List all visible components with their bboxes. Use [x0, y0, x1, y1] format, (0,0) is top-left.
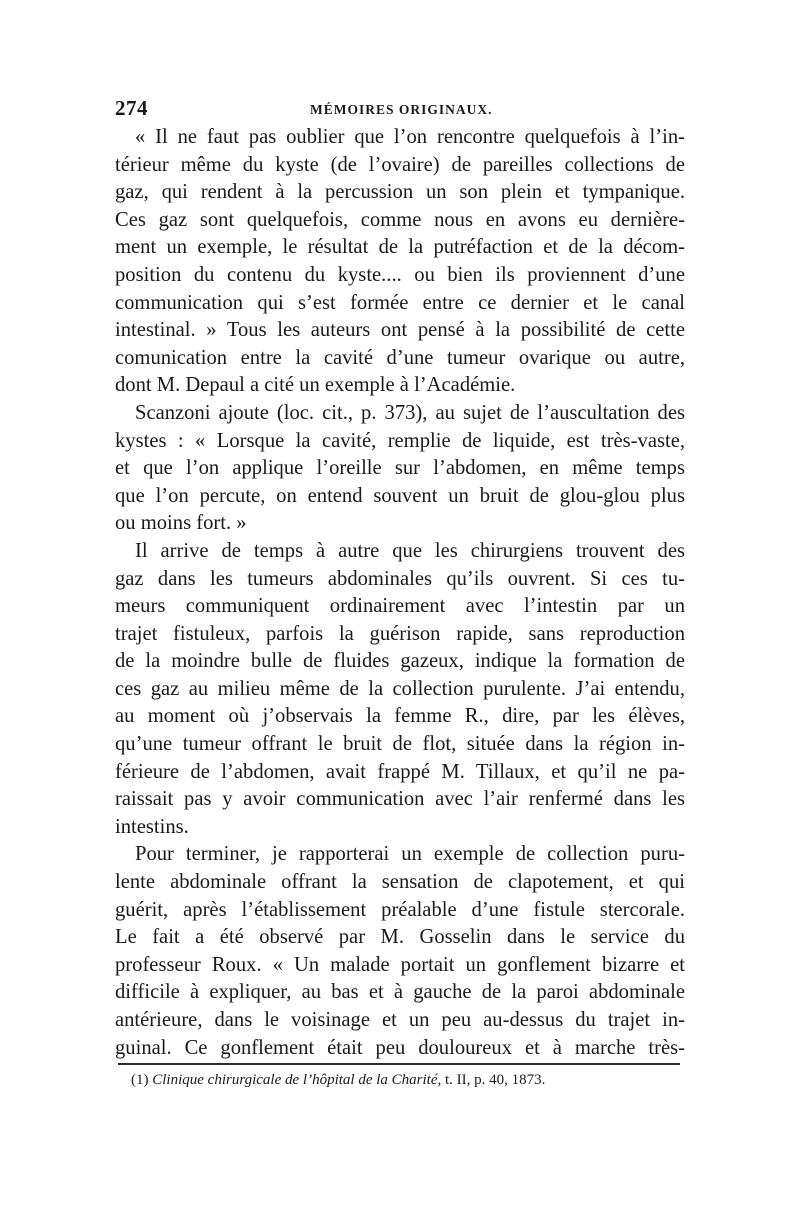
text-line: intestins.	[115, 815, 189, 838]
text-line: guinal. Ce gonflement était peu douloureux et à marche très-	[115, 1036, 685, 1059]
footnote	[131, 1072, 545, 1089]
text-line: ces gaz au milieu même de la collection purulente. J’ai entendu,	[115, 677, 685, 700]
text-line: gaz, qui rendent à la percussion un son plein et tympanique.	[115, 181, 685, 204]
text-line: lente abdominale offrant la sensation de clapotement, et qui	[115, 871, 685, 894]
running-head: MÉMOIRES ORIGINAUX.	[310, 102, 493, 117]
text-line: que l’on percute, on entend souvent un bruit de glou-glou plus	[115, 484, 685, 507]
text-line: professeur Roux. « Un malade portait un gonflement bizarre et	[115, 953, 685, 976]
text-line: gaz dans les tumeurs abdominales qu’ils ouvrent. Si ces tu-	[115, 567, 685, 590]
text-line: difficile à expliquer, au bas et à gauche de la paroi abdominale	[115, 981, 685, 1004]
text-line: et que l’on applique l’oreille sur l’abdomen, en même temps	[115, 457, 685, 480]
text-line: meurs communiquent ordinairement avec l’intestin par un	[115, 595, 685, 618]
text-line: antérieure, dans le voisinage et un peu au-dessus du trajet in-	[115, 1009, 685, 1031]
text-line: dont M. Depaul a cité un exemple à l’Académie.	[115, 374, 516, 397]
text-line: férieure de l’abdomen, avait frappé M. Tillaux, et qu’il ne pa-	[115, 760, 685, 783]
text-line: térieur même du kyste (de l’ovaire) de pareilles collections de	[115, 153, 685, 176]
text-line: de la moindre bulle de fluides gazeux, indique la formation de	[115, 650, 685, 673]
text-line: guérit, après l’établissement préalable d’une fistule stercorale.	[115, 898, 685, 921]
text-line: Scanzoni ajoute (loc. cit., p. 373), au sujet de l’auscultation des	[135, 401, 685, 424]
text-line: ment un exemple, le résultat de la putréfaction et de la décom-	[115, 236, 685, 259]
footnote-marker: (1)	[131, 1072, 149, 1088]
footnote-details: t. II, p. 40, 1873.	[445, 1072, 546, 1088]
text-line: kystes : « Lorsque la cavité, remplie de liquide, est très-vaste,	[115, 429, 685, 452]
page-number: 274	[115, 96, 148, 120]
text-line: qu’une tumeur offrant le bruit de flot, située dans la région in-	[115, 733, 685, 756]
text-line: Ces gaz sont quelquefois, comme nous en avons eu dernière-	[115, 208, 685, 231]
page-header	[115, 96, 685, 124]
text-line: communication qui s’est formée entre ce dernier et le canal	[115, 291, 685, 314]
text-line: Pour terminer, je rapporterai un exemple de collection puru-	[135, 843, 685, 866]
text-line: intestinal. » Tous les auteurs ont pensé à la possibilité de cette	[115, 319, 685, 342]
text-line: Le fait a été observé par M. Gosselin dans le service du	[115, 926, 685, 949]
text-line: au moment où j’observais la femme R., dire, par les élèves,	[115, 705, 685, 728]
footnote-title: Clinique chirurgicale de l’hôpital de la Charité,	[152, 1072, 442, 1088]
text-line: raissait pas y avoir communication avec l’air renfermé dans les	[115, 788, 685, 811]
text-line: ou moins fort. »	[115, 512, 247, 535]
text-line: Il arrive de temps à autre que les chirurgiens trouvent des	[135, 539, 685, 562]
body-text	[115, 124, 685, 1062]
text-line: trajet fistuleux, parfois la guérison rapide, sans reproduction	[115, 622, 685, 645]
text-line: « Il ne faut pas oublier que l’on rencontre quelquefois à l’in-	[135, 126, 685, 148]
text-line: comunication entre la cavité d’une tumeur ovarique ou autre,	[115, 346, 685, 369]
footnote-rule	[118, 1063, 680, 1065]
text-line: position du contenu du kyste.... ou bien ils proviennent d’une	[115, 263, 685, 286]
